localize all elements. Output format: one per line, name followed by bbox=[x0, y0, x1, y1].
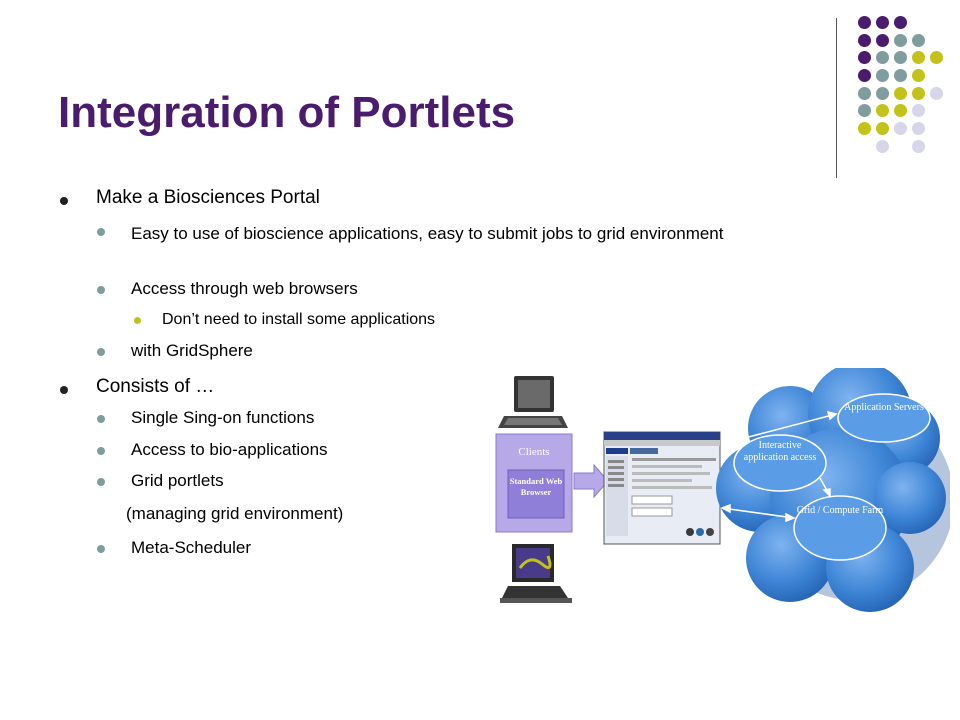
bullet-item: Make a Biosciences Portal bbox=[96, 187, 320, 208]
browser-label: Standard Web Browser bbox=[509, 476, 563, 497]
arrow-right-icon bbox=[574, 465, 608, 497]
bullet-marker bbox=[97, 415, 105, 423]
bullet-marker bbox=[97, 228, 105, 236]
bullet-marker bbox=[134, 317, 141, 324]
bullet-item: Meta-Scheduler bbox=[131, 538, 252, 557]
bullet-item: Consists of … bbox=[96, 376, 215, 397]
interactive-access-label: Interactive application access bbox=[743, 440, 817, 463]
bullet-marker bbox=[60, 386, 68, 394]
bullet-item: Easy to use of bioscience applications, easy to submit jobs to grid environment bbox=[131, 224, 724, 243]
bullet-marker bbox=[97, 348, 105, 356]
bullet-marker bbox=[97, 545, 105, 553]
desktop-computer-icon bbox=[500, 544, 572, 603]
app-servers-label: Application Servers bbox=[844, 402, 924, 413]
bullet-item: Access through web browsers bbox=[131, 279, 358, 298]
bullet-marker bbox=[60, 197, 68, 205]
bullet-marker bbox=[97, 447, 105, 455]
browser-window bbox=[604, 432, 720, 544]
bullet-item: Grid portlets bbox=[131, 471, 224, 490]
slide-title: Integration of Portlets bbox=[58, 88, 516, 137]
laptop-icon bbox=[498, 376, 568, 428]
bullet-item: Single Sing-on functions bbox=[131, 408, 315, 427]
bullet-continuation: (managing grid environment) bbox=[126, 504, 344, 523]
compute-farm-label: Grid / Compute Farm bbox=[796, 505, 884, 516]
bullet-marker bbox=[97, 286, 105, 294]
bullet-item: Access to bio-applications bbox=[131, 440, 328, 459]
bullet-marker bbox=[97, 478, 105, 486]
divider-line bbox=[836, 18, 837, 178]
clients-label: Clients bbox=[518, 446, 550, 458]
bullet-item: Don’t need to install some applications bbox=[162, 311, 436, 328]
bullet-item: with GridSphere bbox=[131, 341, 253, 360]
portal-architecture-diagram bbox=[490, 368, 950, 618]
